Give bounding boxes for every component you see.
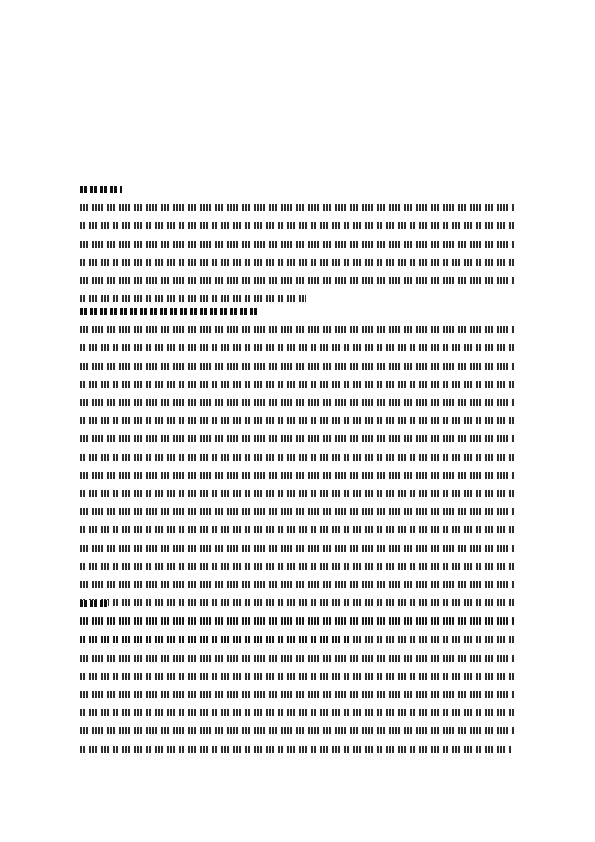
paragraph-line	[80, 636, 515, 643]
paragraph-line	[80, 691, 515, 698]
paragraph-line	[80, 746, 511, 753]
paragraph-line	[80, 241, 515, 248]
paragraph-line	[80, 417, 515, 424]
paragraph-line	[80, 563, 515, 570]
paragraph-line	[80, 259, 515, 266]
paragraph-line	[80, 472, 515, 479]
paragraph-line	[80, 508, 515, 515]
section-heading	[80, 308, 260, 315]
section-heading	[80, 186, 122, 193]
paragraph-line	[80, 454, 515, 461]
paragraph-line	[80, 222, 515, 229]
paragraph-line	[80, 326, 515, 333]
paragraph-line	[80, 673, 515, 680]
paragraph-line	[80, 295, 306, 302]
paragraph-line	[80, 381, 515, 388]
paragraph-line	[80, 204, 515, 211]
paragraph-line	[80, 344, 515, 351]
paragraph-line	[80, 490, 515, 497]
paragraph-line	[80, 618, 515, 625]
section-heading	[80, 600, 108, 607]
paragraph-line	[80, 545, 515, 552]
paragraph-line	[80, 363, 515, 370]
paragraph-line	[80, 526, 515, 533]
paragraph-line	[80, 581, 515, 588]
paragraph-line	[80, 599, 515, 606]
paragraph-line	[80, 399, 515, 406]
paragraph-line	[80, 277, 515, 284]
paragraph-line	[80, 435, 515, 442]
paragraph-line	[80, 727, 515, 734]
paragraph-line	[80, 655, 515, 662]
paragraph-line	[80, 709, 515, 716]
